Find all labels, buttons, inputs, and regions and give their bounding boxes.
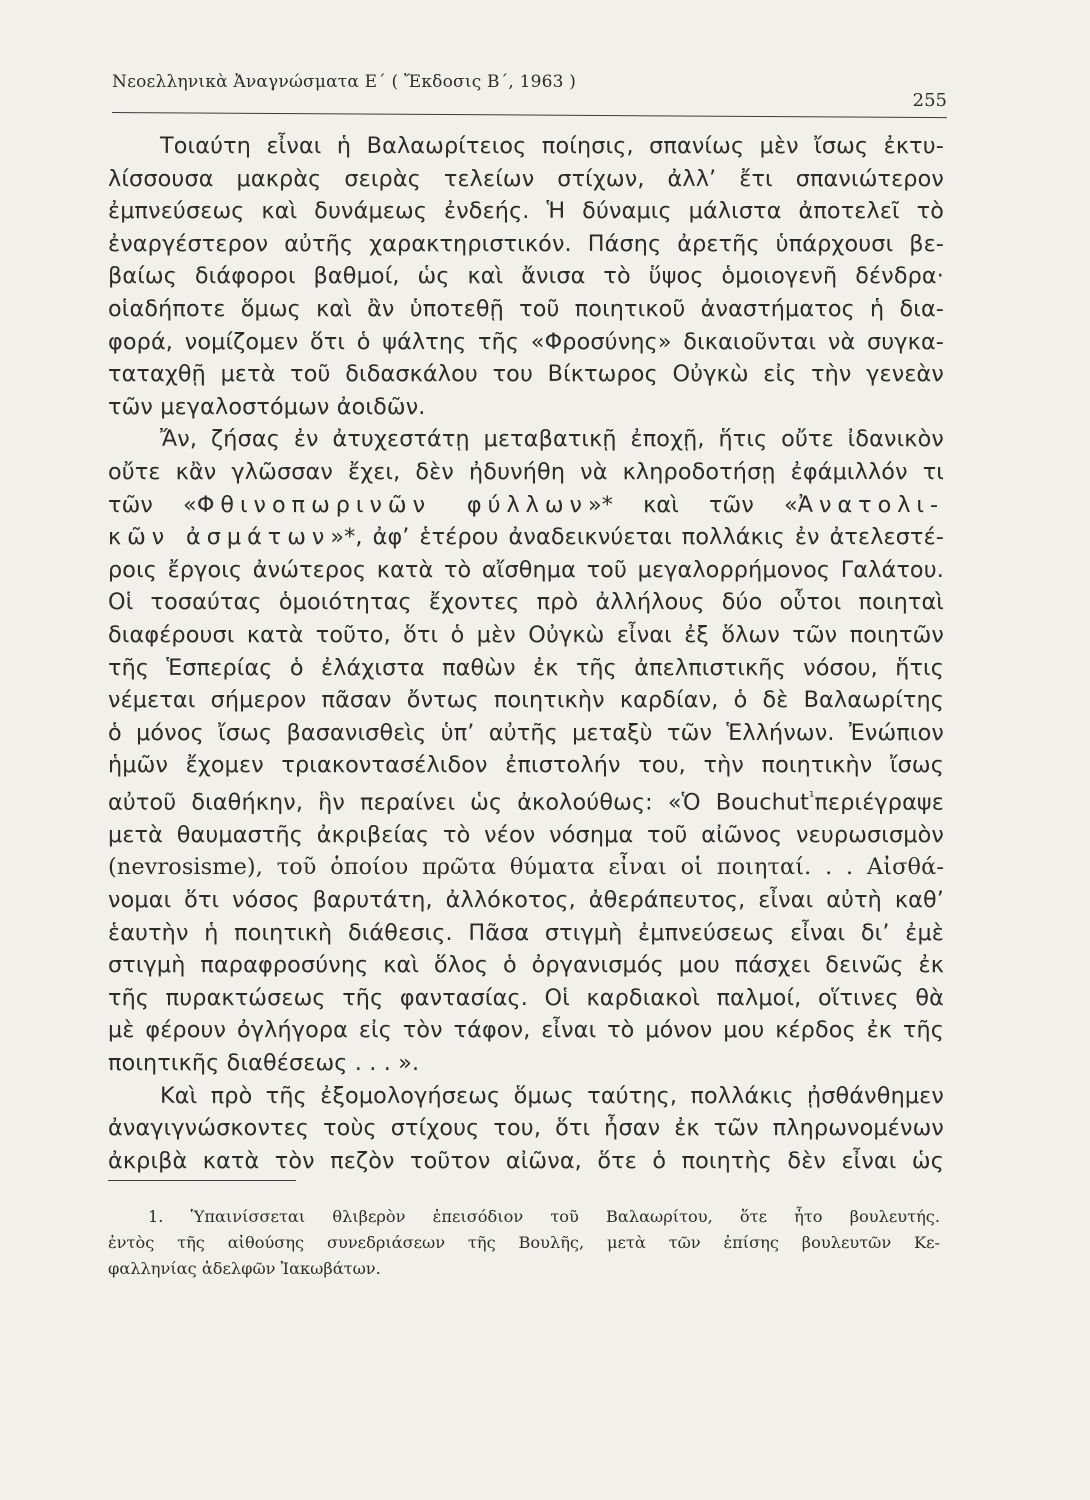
- text-line: διαφέρουσι κατὰ τοῦτο, ὅτι ὁ μὲν Οὐγκὼ εἶναι ἐξ ὅλων τῶν ποιητῶν: [108, 621, 944, 648]
- text-line: τῆς πυρακτώσεως τῆς φαντασίας. Οἱ καρδιακοὶ παλμοί, οἵτινες θὰ: [108, 984, 944, 1011]
- text-line: Οἱ τοσαύτας ὁμοιότητας ἔχοντες πρὸ ἀλλήλους δύο οὗτοι ποιηταὶ: [108, 589, 944, 616]
- text-line: Τοιαύτη εἶναι ἡ Βαλαωρίτειος ποίησις, σπανίως μὲν ἴσως ἐκτυ-: [160, 133, 944, 159]
- text-line: ροις ἔργοις ἀνώτερος κατὰ τὸ αἴσθημα τοῦ μεγαλορρήμονος Γαλάτου.: [108, 556, 944, 583]
- spaced-title: κῶν ἀσμάτων: [108, 524, 331, 551]
- text-fragment: αὐτοῦ διαθήκην, ἣν περαίνει ὡς ἀκολούθως: «Ὁ Bouchut: [108, 789, 810, 816]
- spaced-title: Ἀνατολι-: [797, 491, 945, 518]
- text-fragment: τῶν «: [108, 491, 197, 518]
- footnote-line: 1. Ὑπαινίσσεται θλιβερὸν ἐπεισόδιον τοῦ Βαλαωρίτου, ὅτε ἦτο βουλευτής.: [148, 1207, 940, 1226]
- text-line: ἐμπνεύσεως καὶ δυνάμεως ἐνδεής. Ἡ δύναμις μάλιστα ἀποτελεῖ τὸ: [108, 198, 944, 225]
- text-line: τῆς Ἑσπερίας ὁ ἐλάχιστα παθὼν ἐκ τῆς ἀπελπιστικῆς νόσου, ἥτις: [108, 654, 944, 681]
- text-line: βαίως διάφοροι βαθμοί, ὡς καὶ ἄνισα τὸ ὕψος ὁμοιογενῆ δένδρα·: [108, 263, 944, 290]
- text-line: Καὶ πρὸ τῆς ἐξομολογήσεως ὅμως ταύτης, πολλάκις ᾐσθάνθημεν: [160, 1082, 944, 1109]
- page-number: 255: [912, 90, 947, 111]
- footnote-line: φαλληνίας ἀδελφῶν Ἰακωβάτων.: [108, 1259, 381, 1278]
- text-line: [108, 489, 944, 522]
- text-line: ἡμῶν ἔχομεν τριακοντασέλιδον ἐπιστολήν του, τὴν ποιητικὴν ἴσως: [108, 752, 944, 779]
- text-line: ἀναγιγνώσκοντες τοὺς στίχους του, ὅτι ἦσαν ἐκ τῶν πληρωνομένων: [108, 1115, 944, 1142]
- text-line: ἑαυτὴν ἡ ποιητικὴ διάθεσις. Πᾶσα στιγμὴ ἐμπνεύσεως εἶναι δι’ ἐμὲ: [108, 919, 944, 946]
- text-line: νομαι ὅτι νόσος βαρυτάτη, ἀλλόκοτος, ἀθεράπευτος, εἶναι αὐτὴ καθ’: [108, 887, 944, 914]
- running-header: [112, 68, 947, 111]
- footnote-rule: [108, 1180, 296, 1181]
- text-line: ἀκριβὰ κατὰ τὸν πεζὸν τοῦτον αἰῶνα, ὅτε ὁ ποιητὴς δὲν εἶναι ὡς: [108, 1147, 944, 1174]
- text-line: ταταχθῇ μετὰ τοῦ διδασκάλου του Βίκτωρος Οὐγκὼ εἰς τὴν γενεὰν: [108, 361, 944, 388]
- text-line: οὔτε κἂν γλῶσσαν ἔχει, δὲν ἠδυνήθη νὰ κληροδοτήσῃ ἐφάμιλλόν τι: [108, 458, 944, 485]
- footnote-marker: ¹: [809, 789, 815, 805]
- text-line: μὲ φέρουν ὀγλήγορα εἰς τὸν τάφον, εἶναι τὸ μόνον μου κέρδος ἐκ τῆς: [108, 1017, 944, 1044]
- footnote-line: ἐντὸς τῆς αἰθούσης συνεδριάσεων τῆς Βουλῆς, μετὰ τῶν ἐπίσης βουλευτῶν Κε-: [108, 1233, 940, 1252]
- text-fragment: »*, ἀφ’ ἑτέρου ἀναδεικνύεται πολλάκις ἐν ἀτελεστέ-: [330, 524, 944, 551]
- text-line: (nevrosisme), τοῦ ὁποίου πρῶτα θύματα εἶναι οἱ ποιηταί. . . Αἰσθά-: [108, 854, 944, 881]
- text-line: φορά, νομίζομεν ὅτι ὁ ψάλτης τῆς «Φροσύνης» δικαιοῦνται νὰ συγκα-: [108, 328, 944, 355]
- body-text: [108, 130, 944, 1177]
- running-header-title: Νεοελληνικὰ Ἀναγνώσματα Ε΄ ( Ἔκδοσις Β΄, 1963 ): [112, 72, 577, 92]
- text-line: νέμεται σήμερον πᾶσαν ὄντως ποιητικὴν καρδίαν, ὁ δὲ Βαλαωρίτης: [108, 687, 944, 714]
- text-line: ποιητικῆς διαθέσεως . . . ».: [108, 1050, 420, 1077]
- spaced-title: Φθινοπωρινῶν φύλλων: [196, 491, 589, 518]
- header-rule: [112, 112, 947, 118]
- text-line: Ἄν, ζήσας ἐν ἀτυχεστάτῃ μεταβατικῇ ἐποχῇ, ἥτις οὔτε ἰδανικὸν: [160, 426, 944, 453]
- text-fragment: »* καὶ τῶν «: [588, 491, 798, 518]
- text-line: μετὰ θαυμαστῆς ἀκριβείας τὸ νέον νόσημα τοῦ αἰῶνος νευρωσισμὸν: [108, 821, 944, 848]
- text-line: στιγμὴ παραφροσύνης καὶ ὅλος ὁ ὀργανισμός μου πάσχει δεινῶς ἐκ: [108, 952, 944, 979]
- text-line: [108, 782, 944, 819]
- text-fragment: περιέγραψε: [814, 789, 944, 816]
- text-line: οἱαδήποτε ὅμως καὶ ἂν ὑποτεθῇ τοῦ ποιητικοῦ ἀναστήματος ἡ δια-: [108, 295, 944, 322]
- text-line: τῶν μεγαλοστόμων ἀοιδῶν.: [108, 393, 426, 420]
- text-line: ὁ μόνος ἴσως βασανισθεὶς ὑπ’ αὐτῆς μεταξὺ τῶν Ἑλλήνων. Ἐνώπιον: [108, 719, 944, 746]
- footnotes: [108, 1204, 940, 1282]
- text-line: ἐναργέστερον αὐτῆς χαρακτηριστικόν. Πάσης ἀρετῆς ὑπάρχουσι βε-: [108, 230, 944, 257]
- text-line: λίσσουσα μακρὰς σειρὰς τελείων στίχων, ἀλλ’ ἔτι σπανιώτερον: [108, 165, 944, 192]
- text-line: [108, 521, 944, 554]
